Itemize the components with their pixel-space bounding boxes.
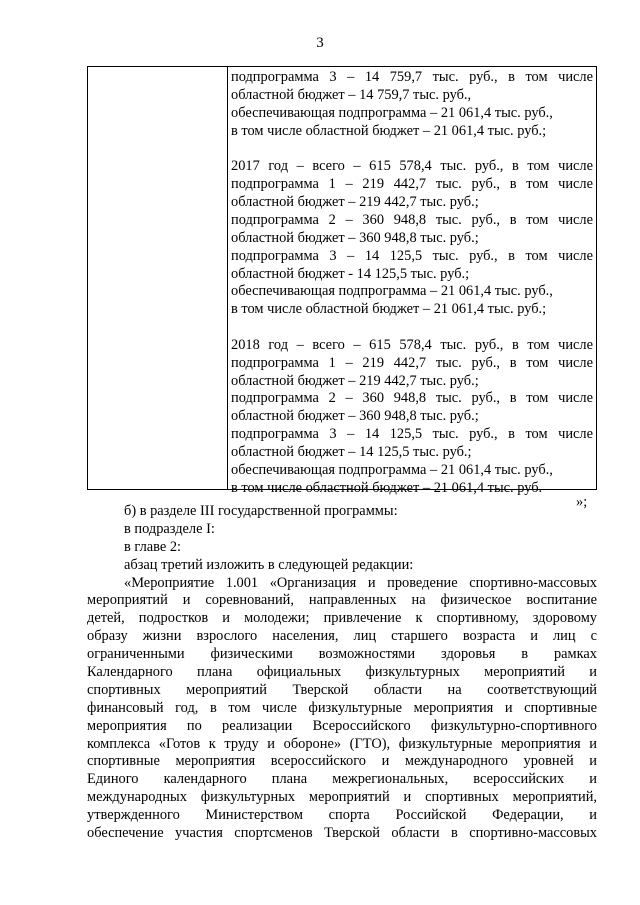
body-line: детей, подростков и молодежи; привлечение к спортивному, здоровому (87, 610, 597, 627)
body-line: утвержденного Министерством спорта Российской Федерации, и (87, 807, 597, 824)
body-line: Календарного плана официальных физкультурных мероприятий и (87, 664, 597, 681)
table-gap (231, 141, 593, 159)
body-line: обеспечение участия спортсменов Тверской области в спортивно-массовых (87, 825, 597, 842)
body-line: комплекса «Готов к труду и обороне» (ГТО), физкультурные мероприятия и (87, 735, 597, 752)
body-line: образу жизни взрослого населения, лиц старшего возраста и лиц с (87, 628, 597, 645)
table-line: в том числе областной бюджет – 21 061,4 тыс. руб.; (231, 301, 547, 318)
body-text (87, 503, 597, 843)
table-line: обеспечивающая подпрограмма – 21 061,4 тыс. руб., (231, 104, 553, 121)
table-column-divider (227, 67, 228, 489)
table-line: подпрограмма 2 – 360 948,8 тыс. руб., в том числе (231, 211, 593, 228)
table-line: областной бюджет – 14 759,7 тыс. руб., (231, 86, 472, 103)
table-line: областной бюджет – 360 948,8 тыс. руб.; (231, 229, 479, 246)
body-line: Единого календарного плана межрегиональных, всероссийских и (87, 771, 597, 788)
table-line: областной бюджет - 14 125,5 тыс. руб.; (231, 265, 470, 282)
table-line: областной бюджет – 14 125,5 тыс. руб.; (231, 444, 472, 461)
table-line: подпрограмма 3 – 14 759,7 тыс. руб., в том числе (231, 69, 593, 85)
body-line: в подразделе I: (124, 520, 215, 537)
closing-quote: »; (576, 494, 588, 510)
table-line: в том числе областной бюджет – 21 061,4 тыс. руб.; (231, 122, 547, 139)
table-cell-funding-text (231, 69, 593, 498)
body-line: абзац третий изложить в следующей редакции: (124, 556, 414, 573)
body-line: в главе 2: (124, 538, 182, 555)
table-line: подпрограмма 3 – 14 125,5 тыс. руб., в том числе (231, 247, 593, 264)
table-line: в том числе областной бюджет – 21 061,4 тыс. руб. (231, 479, 543, 496)
body-line: б) в разделе III государственной программы: (124, 503, 398, 519)
body-line: финансовый год, в том числе физкультурные мероприятия и спортивные (87, 699, 597, 716)
body-line: ограниченными физическими возможностями здоровья в рамках (87, 646, 597, 663)
table-line: подпрограмма 1 – 219 442,7 тыс. руб., в том числе (231, 354, 593, 371)
body-line: спортивных мероприятий Тверской области на соответствующий (87, 681, 597, 698)
table-gap (231, 319, 593, 337)
table-line: 2017 год – всего – 615 578,4 тыс. руб., в том числе (231, 158, 593, 175)
body-line: мероприятия по реализации Всероссийского физкультурно-спортивного (87, 717, 597, 734)
page-number: 3 (316, 35, 324, 51)
body-line: мероприятий и соревнований, направленных на физическое воспитание (87, 592, 597, 609)
table-line: областной бюджет – 219 442,7 тыс. руб.; (231, 372, 479, 389)
table-line: областной бюджет – 360 948,8 тыс. руб.; (231, 408, 479, 425)
table-line: обеспечивающая подпрограмма – 21 061,4 тыс. руб., (231, 462, 553, 478)
table-line: обеспечивающая подпрограмма – 21 061,4 тыс. руб., (231, 283, 553, 300)
table-line: подпрограмма 1 – 219 442,7 тыс. руб., в том числе (231, 176, 593, 193)
funding-table (87, 66, 597, 496)
body-line: «Мероприятие 1.001 «Организация и проведение спортивно-массовых (124, 574, 597, 591)
table-line: подпрограмма 2 – 360 948,8 тыс. руб., в том числе (231, 390, 593, 407)
table-line: 2018 год – всего – 615 578,4 тыс. руб., в том числе (231, 336, 593, 353)
body-line: спортивные мероприятия всероссийского и международного уровней и (87, 753, 597, 770)
table-line: областной бюджет – 219 442,7 тыс. руб.; (231, 193, 479, 210)
body-line: международных физкультурных мероприятий и спортивных мероприятий, (87, 789, 597, 806)
table-line: подпрограмма 3 – 14 125,5 тыс. руб., в том числе (231, 426, 593, 443)
